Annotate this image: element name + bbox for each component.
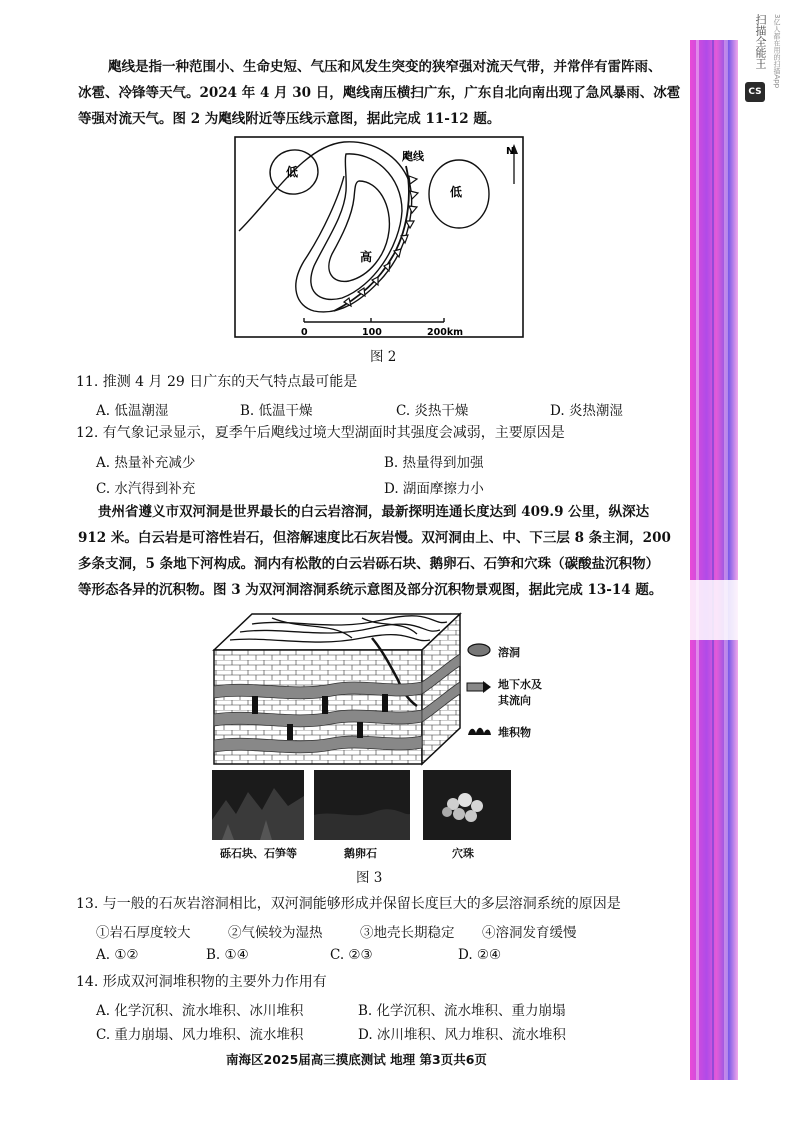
intro1-line3: 等强对流天气。图 2 为飑线附近等压线示意图，据此完成 11-12 题。 xyxy=(78,111,501,127)
intro1-line1: 飑线是指一种范围小、生命史短、气压和风发生突变的狭窄强对流天气带，并常伴有雷阵雨、 xyxy=(108,59,662,75)
legend-groundwater-icon xyxy=(466,680,492,694)
q13-option-d[interactable]: D. ②④ xyxy=(458,947,502,963)
label-low-left: 低 xyxy=(286,165,299,179)
figure-3-caption: 图 3 xyxy=(356,870,383,886)
photo-cave-pearls xyxy=(423,770,511,840)
intro1-line2: 冰雹、冷锋等天气。2024 年 4 月 30 日，飑线南压横扫广东，广东自北向南出现了急风暴雨、冰雹 xyxy=(78,85,681,101)
q12-stem: 12. 有气象记录显示，夏季午后飑线过境大型湖面时其强度会减弱，主要原因是 xyxy=(76,425,565,441)
q13-option-c[interactable]: C. ②③ xyxy=(330,947,373,963)
intro2-line4: 等形态各异的沉积物。图 3 为双河洞溶洞系统示意图及部分沉积物景观图，据此完成 13-14 题。 xyxy=(78,582,663,598)
q14-option-a[interactable]: A. 化学沉积、流水堆积、冰川堆积 xyxy=(96,1003,304,1019)
legend-groundwater-label-2: 其流向 xyxy=(498,694,531,707)
q13-item-1: ①岩石厚度较大 xyxy=(96,925,191,941)
legend-deposit-icon xyxy=(466,724,492,738)
legend-cave-label: 溶洞 xyxy=(498,646,520,659)
q11-option-c[interactable]: C. 炎热干燥 xyxy=(396,403,469,419)
q12-option-a[interactable]: A. 热量补充减少 xyxy=(96,455,196,471)
figure-2-isobar-map xyxy=(234,136,524,344)
q13-item-3: ③地壳长期稳定 xyxy=(360,925,455,941)
q11-option-d[interactable]: D. 炎热潮湿 xyxy=(550,403,623,419)
q11-option-b[interactable]: B. 低温干燥 xyxy=(240,403,313,419)
intro2-line3: 多条支洞，5 条地下河构成。洞内有松散的白云岩砾石块、鹅卵石、石笋和穴珠（碳酸盐沉积物） xyxy=(78,556,660,572)
photo-caption-gravel: 砾石块、石笋等 xyxy=(220,847,297,860)
photo-pebbles xyxy=(314,770,410,840)
q13-item-2: ②气候较为湿热 xyxy=(228,925,323,941)
photo-caption-pebbles: 鹅卵石 xyxy=(344,847,377,860)
photo-gravel-stalagmite xyxy=(212,770,304,840)
q14-stem: 14. 形成双河洞堆积物的主要外力作用有 xyxy=(76,974,327,990)
label-low-right: 低 xyxy=(450,185,463,199)
intro2-line2: 912 米。白云岩是可溶性岩石，但溶解速度比石灰岩慢。双河洞由上、中、下三层 8 条主洞，200 xyxy=(78,530,671,546)
legend-groundwater-label: 地下水及 xyxy=(498,678,542,691)
q13-stem: 13. 与一般的石灰岩溶洞相比，双河洞能够形成并保留长度巨大的多层溶洞系统的原因是 xyxy=(76,896,621,912)
q11-stem: 11. 推测 4 月 29 日广东的天气特点最可能是 xyxy=(76,374,358,390)
scan-artifact-strip xyxy=(690,40,738,1080)
label-high: 高 xyxy=(360,250,373,264)
q13-item-4: ④溶洞发育缓慢 xyxy=(482,925,577,941)
figure-2-caption: 图 2 xyxy=(370,349,397,365)
q11-option-a[interactable]: A. 低温潮湿 xyxy=(96,403,169,419)
scanner-app-slogan: 3亿人都在用的扫描App xyxy=(773,14,781,89)
scale-100: 100 xyxy=(362,327,382,338)
label-squall-line: 飑线 xyxy=(402,150,424,163)
q12-option-c[interactable]: C. 水汽得到补充 xyxy=(96,481,196,497)
scanner-app-name: 扫描全能王 xyxy=(754,14,767,69)
q14-option-d[interactable]: D. 冰川堆积、风力堆积、流水堆积 xyxy=(358,1027,566,1043)
page-footer: 南海区2025届高三摸底测试 地理 第3页共6页 xyxy=(226,1052,487,1067)
q13-option-a[interactable]: A. ①② xyxy=(96,947,139,963)
photo-caption-pearls: 穴珠 xyxy=(452,847,474,860)
scale-0: 0 xyxy=(301,327,308,338)
q14-option-c[interactable]: C. 重力崩塌、风力堆积、流水堆积 xyxy=(96,1027,304,1043)
q12-option-b[interactable]: B. 热量得到加强 xyxy=(384,455,484,471)
intro2-line1: 贵州省遵义市双河洞是世界最长的白云岩溶洞，最新探明连通长度达到 409.9 公里，纵深达 xyxy=(98,504,650,520)
legend-cave-icon xyxy=(466,642,492,658)
legend-deposit-label: 堆积物 xyxy=(498,726,531,739)
q13-option-b[interactable]: B. ①④ xyxy=(206,947,249,963)
figure-3-cave-diagram xyxy=(212,610,462,768)
scale-200: 200km xyxy=(427,327,464,338)
q14-option-b[interactable]: B. 化学沉积、流水堆积、重力崩塌 xyxy=(358,1003,566,1019)
scanner-logo: CS xyxy=(745,82,765,102)
north-label: N xyxy=(506,146,515,157)
q12-option-d[interactable]: D. 湖面摩擦力小 xyxy=(384,481,484,497)
